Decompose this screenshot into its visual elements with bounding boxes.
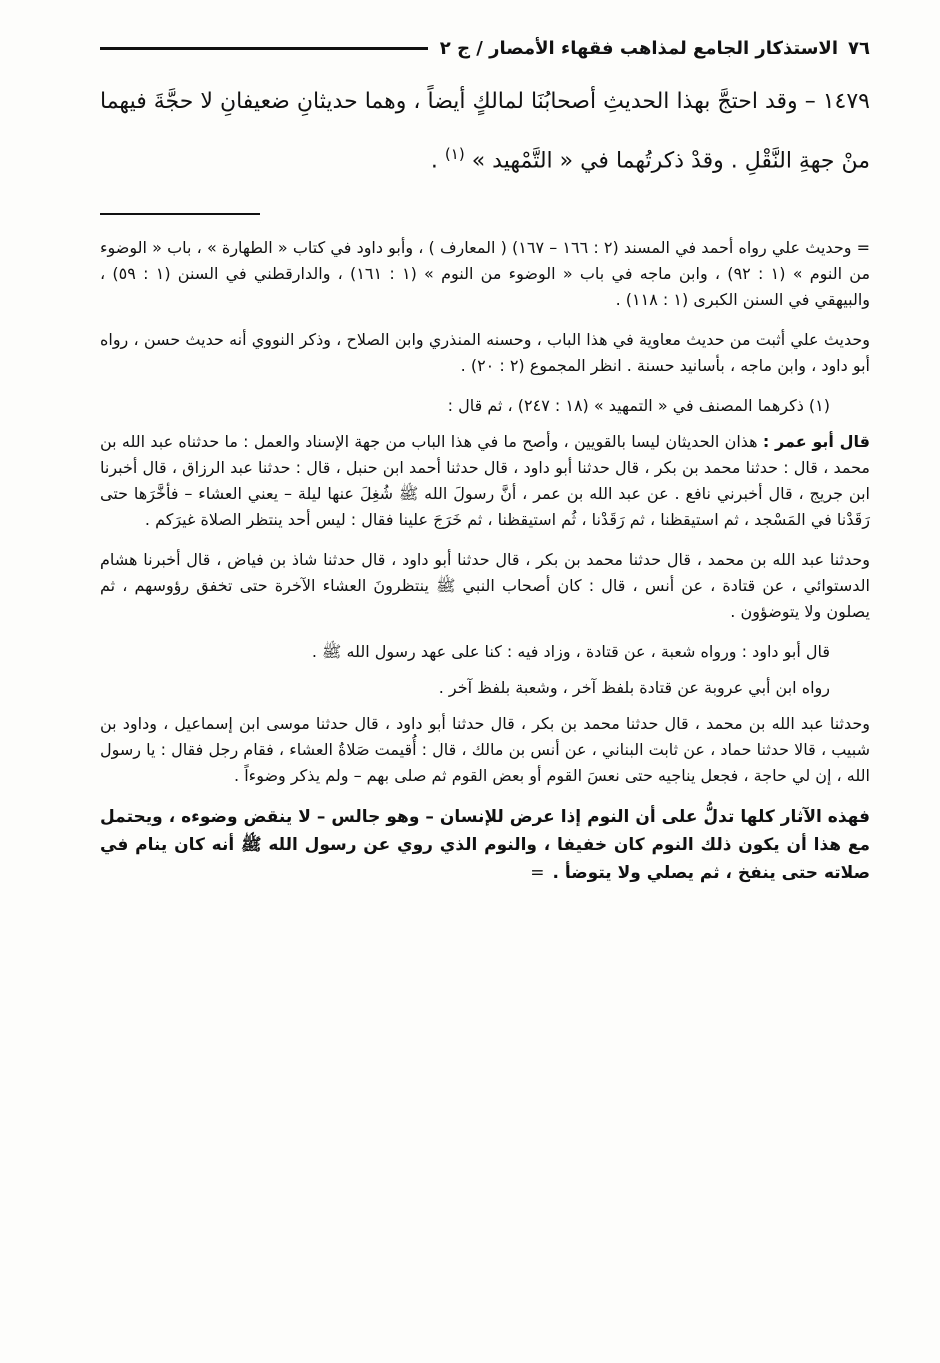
footnote-1: (١) ذكرهما المصنف في « التمهيد » (١٨ : ٢٤٧) ، ثم قال : [447, 396, 830, 416]
footnote-reference: (١) [444, 145, 465, 163]
footnote-abu-dawud-note: قال أبو داود : ورواه شعبة ، عن قتادة ، وزاد فيه : كنا على عهد رسول الله ﷺ . [311, 642, 830, 662]
main-paragraph [100, 76, 870, 187]
continuation-mark: = [530, 863, 545, 884]
paragraph-number: ١٤٧٩ [822, 89, 870, 114]
abu-umar-text: هذان الحديثان ليسا بالقويين ، وأصح ما في هذا الباب من جهة الإسناد والعمل : ما حدثناه عبد الله بن محمد ، قال : حدثنا محمد بن بكر ، قال حدثنا أبو داود ، قال حدثنا أحمد ابن حنبل ، قال : حدثنا عبد الرزاق ، قال أخبرنا ابن جريج ، قال أخبرني نافع . عن عبد الله بن عمر ، أنَّ رسولَ الله ﷺ شُغِلَ عنها ليلة – يعني العشاء – فأخَّرَها حتى رَقَدْنا في المَسْجد ، ثم استيقظنا ، ثم رَقَدْنا ، ثُم استيقظنا ، ثم خَرَجَ علينا فقال : ليس أحد ينتظر الصلاة غيرَكم . [100, 432, 870, 530]
footnote-conclusion [100, 803, 870, 887]
running-header [100, 28, 870, 68]
conclusion-text: فهذه الآثار كلها تدلُّ على أن النوم إذا عرض للإنسان – وهو جالس – لا ينقض وضوءه ، ويحتمل مع هذا أن يكون ذلك النوم كان خفيفا ، والنوم الذي روي عن رسول الله ﷺ أنه كان ينام في صلاته حتى ينفخ ، ثم يصلي ولا يتوضأ . [100, 807, 870, 884]
footnote-separator [100, 213, 260, 215]
footnote-anas-hadith: وحدثنا عبد الله بن محمد ، قال حدثنا محمد بن بكر ، قال حدثنا أبو داود ، قال حدثنا شاذ بن فياض ، قال أخبرنا هشام الدستوائي ، عن قتادة ، عن أنس ، قال : كان أصحاب النبي ﷺ ينتظرونَ العشاء الآخرة حتى تخفق رؤوسهم ، ثم يصلون ولا يتوضؤون . [100, 550, 870, 622]
page [100, 28, 870, 904]
header-rule [100, 47, 428, 50]
footnote-ali-hadith: وحديث علي أثبت من حديث معاوية في هذا الباب ، وحسنه المنذري وابن الصلاح ، وذكر النووي أنه حديث حسن ، رواه أبو داود ، وابن ماجه ، بأسانيد حسنة . انظر المجموع (٢ : ٢٠) . [100, 330, 870, 376]
footnote-continuation: = وحديث علي رواه أحمد في المسند (٢ : ١٦٦ – ١٦٧) ( المعارف ) ، وأبو داود في كتاب « الطهارة » ، باب « الوضوء من النوم » (١ : ٩٢) ، وابن ماجه في باب « الوضوء من النوم » (١ : ١٦١) ، والدارقطني في السنن (١ : ٥٩) ، والبيهقي في السنن الكبرى (١ : ١١٨) . [100, 238, 871, 310]
abu-umar-label: قال أبو عمر : [762, 432, 871, 452]
footnote-thabit-hadith: وحدثنا عبد الله بن محمد ، قال حدثنا محمد بن بكر ، قال حدثنا أبو داود ، قال حدثنا موسى ابن إسماعيل ، وداود بن شبيب ، قالا حدثنا حماد ، عن ثابت البناني ، عن أنس بن مالك ، قال : أُقيمت صَلاةُ العشاء ، فقام رجل فقال : يا رسول الله ، إن لي حاجة ، فجعل يناجيه حتى نعسَ القوم أو بعض القوم ثم صلى بهم – ولم يذكر وضوءاً . [100, 714, 870, 786]
page-number: ٧٦ [848, 37, 870, 59]
footnotes [100, 235, 870, 887]
footnote-abu-umar [100, 429, 870, 533]
paragraph-text: – وقد احتجَّ بهذا الحديثِ أصحابُنَا لمالكٍ أيضاً ، وهما حديثانِ ضعيفانِ لا حجَّةَ فيهما منْ جهةِ النَّقْلِ . وقدْ ذكرتُهما في « التَّمْهيد » [100, 89, 870, 174]
paragraph-end: . [430, 148, 445, 174]
footnote-ibn-abi-aruba: رواه ابن أبي عروبة عن قتادة بلفظ آخر ، وشعبة بلفظ آخر . [438, 678, 830, 698]
book-title: الاستذكار الجامع لمذاهب فقهاء الأمصار / ج ٢ [439, 37, 839, 59]
